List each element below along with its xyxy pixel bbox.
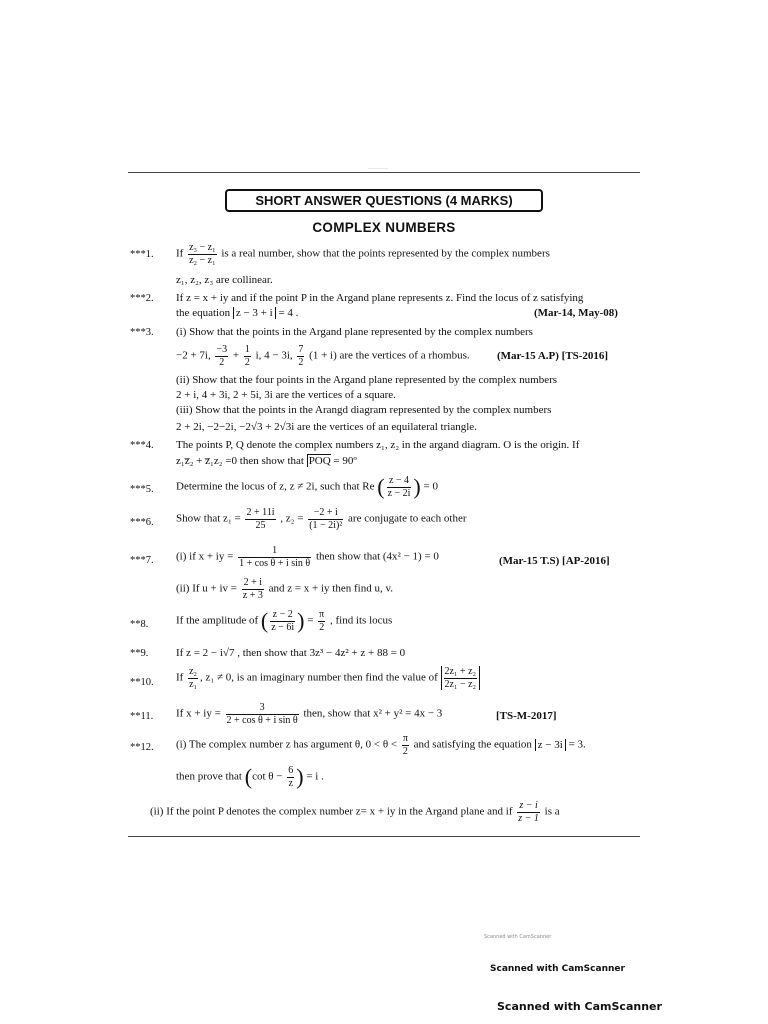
question-number: ***5. [130, 484, 154, 495]
watermark-mid: Scanned with CamScanner [490, 964, 625, 974]
question-number: ***6. [130, 517, 154, 528]
q3-ii-a: (ii) Show that the four points in the Argand plane represented by the complex numbers [176, 374, 558, 386]
q7-reference: (Mar-15 T.S) [AP-2016] [499, 555, 610, 567]
faint-scan-mark-icon: ————— [368, 166, 388, 171]
q12-ii-line: (ii) If the point P denotes the complex number z= x + iy in the Argand plane and if $\frac{z - i}{z - 1}$ is a [150, 800, 560, 824]
q3-ii-b: 2 + i, 4 + 3i, 2 + 5i, 3i are the vertices of a square. [176, 389, 396, 401]
q2-line2: the equation z − 3 + i = 4 . [176, 307, 299, 319]
section-title: SHORT ANSWER QUESTIONS (4 MARKS) [255, 193, 513, 208]
question-number: **9. [130, 648, 149, 659]
q1-line1: If $\frac{\text{z₃ − z₁}}{\text{z₂ − z₁}}$ is a real number, show that the points represented by the complex numbers [176, 242, 550, 266]
q3-iii-b: 2 + 2i, −2−2i, −2√3 + 2√3i are the vertices of an equilateral triangle. [176, 421, 477, 433]
q4-line1: The points P, Q denote the complex numbers z₁, z₂ in the argand diagram. O is the origin. If [176, 439, 580, 451]
q3-iii-a: (iii) Show that the points in the Arangd diagram represented by the complex numbers [176, 404, 552, 416]
question-number: **12. [130, 742, 154, 753]
q11-reference: [TS-M-2017] [496, 710, 557, 722]
watermark-large: Scanned with CamScanner [497, 1000, 662, 1013]
question-number: ***3. [130, 327, 154, 338]
q12-line2: then prove that (cot θ − $\frac{6}{z}$ ) = i . [176, 764, 324, 789]
bottom-rule [128, 836, 640, 837]
question-number: ***7. [130, 555, 154, 566]
q2-line1: If z = x + iy and if the point P in the Argand plane represents z. Find the locus of z satisfying [176, 292, 584, 304]
q6-line: Show that z₁ = $\frac{2 + 11i}{25}$ , z₂ = $\frac{-2 + i}{\text{(1 − 2i)²}}$ are conjugate to each other [176, 507, 467, 531]
q3-line1: (i) Show that the points in the Argand plane represented by the complex numbers [176, 326, 533, 338]
question-number: **11. [130, 711, 154, 722]
q3-line2: −2 + 7i, $\frac{-3}{2}$ + $\frac{1}{2}$ i, 4 − 3i, $\frac{7}{2}$ (1 + i) are the vertices of a rhombus. [176, 344, 470, 368]
page-subtitle: COMPLEX NUMBERS [312, 220, 456, 235]
watermark-small: Scanned with CamScanner [484, 934, 552, 940]
question-number: ***4. [130, 440, 154, 451]
q10-line: If $\frac{\text{z₂}}{\text{z₁}}$ , z₁ ≠ 0, is an imaginary number then find the value of $\frac{\text{2z₁ + z₂}}{\text{2z₁ − z₂}}$ [176, 666, 480, 690]
question-number: **8. [130, 619, 149, 630]
q7-line2: (ii) If u + iv = $\frac{2 + i}{z + 3}$ and z = x + iy then find u, v. [176, 577, 393, 601]
q2-reference: (Mar-14, May-08) [534, 307, 618, 319]
question-number: **10. [130, 677, 154, 688]
q8-line: If the amplitude of ( $\frac{z - 2}{z - 6i}$ ) = $\frac{\pi}{2}$ , find its locus [176, 608, 393, 633]
q4-line2: z₁z̅₂ + z̅₁z₂ =0 then show that POQ = 90º [176, 455, 357, 467]
q1-line2: z₁, z₂, z₃ are collinear. [176, 274, 273, 286]
section-title-box [225, 189, 543, 212]
q7-line1: (i) if x + iy = $\frac{1}{\text{1 + cos θ + i sin θ}}$ then show that (4x² − 1) = 0 [176, 545, 439, 569]
top-rule [128, 172, 640, 173]
q5-line: Determine the locus of z, z ≠ 2i, such that Re ( $\frac{z - 4}{z - 2i}$ ) = 0 [176, 474, 438, 499]
q1-fraction: $\frac{\text{z₃ − z₁}}{\text{z₂ − z₁}}$ [189, 242, 216, 266]
question-number: ***1. [130, 249, 154, 260]
q9-line: If z = 2 − i√7 , then show that 3z³ − 4z² + z + 88 = 0 [176, 647, 406, 659]
question-number: ***2. [130, 293, 154, 304]
q12-line1: (i) The complex number z has argument θ, 0 < θ < $\frac{\pi}{2}$ and satisfying the equation z − 3i = 3. [176, 733, 586, 757]
q11-line: If x + iy = $\frac{3}{\text{2 + cos θ + i sin θ}}$ then, show that x² + y² = 4x − 3 [176, 702, 443, 726]
q3-reference: (Mar-15 A.P) [TS-2016] [497, 350, 609, 362]
